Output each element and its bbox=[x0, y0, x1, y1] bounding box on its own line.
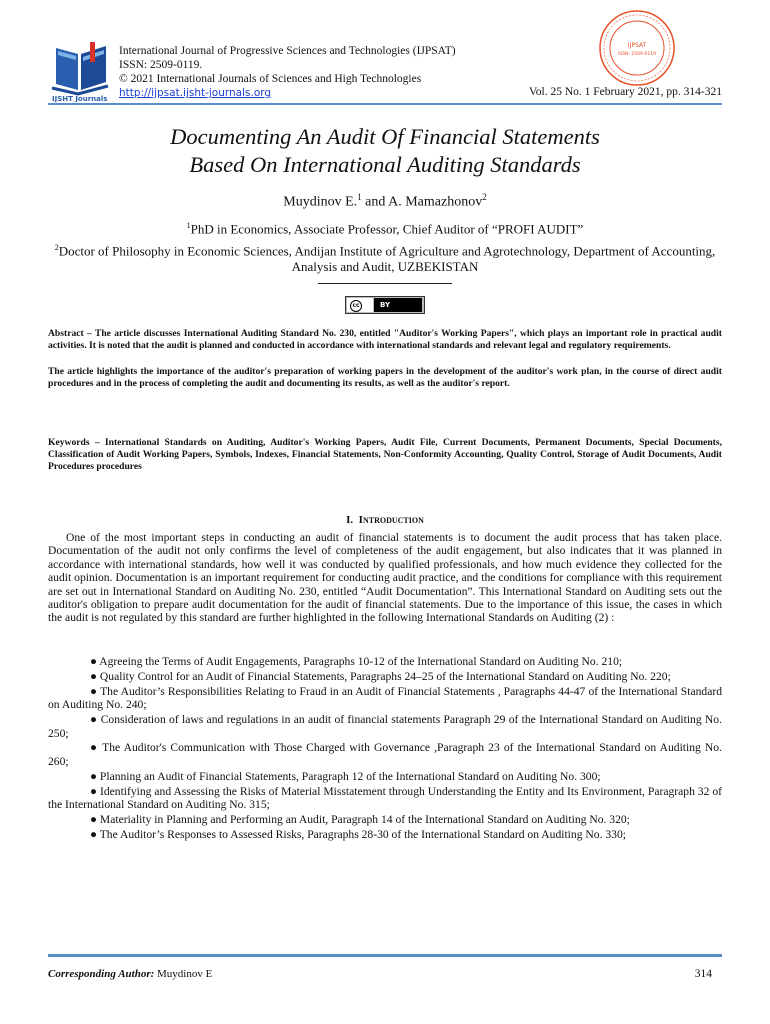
affiliation-1 bbox=[48, 218, 722, 237]
section-number: I. bbox=[346, 514, 354, 526]
journal-seal bbox=[597, 8, 677, 88]
aff-1-text: PhD in Economics, Associate Professor, Chief Auditor of “PROFI AUDIT” bbox=[190, 221, 584, 237]
corresponding-label: Corresponding Author: bbox=[48, 968, 155, 980]
section-title: Introduction bbox=[358, 514, 424, 526]
list-item: ● Materiality in Planning and Performing an Audit, Paragraph 14 of the International Standard on Auditing No. 320; bbox=[90, 812, 630, 826]
list-item: ● The Auditor’s Responsibilities Relating to Fraud in an Audit of Financial Statements , Paragraphs 44-47 of the International Standard on Auditing No. 240; bbox=[48, 684, 722, 712]
standards-list bbox=[48, 655, 722, 843]
author-2: and A. Mamazhonov bbox=[361, 194, 483, 210]
intro-paragraph: One of the most important steps in conducting an audit of financial statements is to document the audit process that has taken place. Documentation of the audit not only confirms the level of completeness of the audit engagement, but also indicates that it was planned in accordance with international standards, how well it was conducted by qualified professionals, and how much evidence they collected for the audit opinion. Documentation is an important requirement for conducting audit practice, and the conditions for compliance with this requirement are set out in International Standard on Auditing No. 230, entitled “Audit Documentation”. This International Standard on Auditing sets out the auditor's obligation to prepare audit documentation for the audit of financial statements. Due to the importance of this issue, the cases in which the audit is not regulated by this standard are further highlighted in the following International Standards on Auditing (2) : bbox=[48, 531, 722, 625]
list-item: ● Planning an Audit of Financial Statements, Paragraph 12 of the International Standard on Auditing No. 300; bbox=[90, 769, 601, 783]
paper-title bbox=[48, 123, 722, 179]
journal-name: International Journal of Progressive Sciences and Technologies (IJPSAT) bbox=[119, 45, 456, 57]
author-1-sup: 1 bbox=[357, 192, 362, 202]
volume-info: Vol. 25 No. 1 February 2021, pp. 314-321 bbox=[528, 86, 722, 98]
author-list bbox=[48, 192, 722, 211]
footer-rule bbox=[48, 954, 722, 957]
aff-2-text: Doctor of Philosophy in Economic Sciences, Andijan Institute of Agriculture and Agrotechnology, Department of Accounting, Analysis and Audit, UZBEKISTAN bbox=[58, 243, 716, 275]
aff-1-sup: 1 bbox=[186, 221, 191, 230]
corresponding-name: Muydinov E bbox=[154, 968, 213, 980]
list-item: ● Quality Control for an Audit of Financial Statements, Paragraphs 24–25 of the International Standard on Auditing No. 220; bbox=[90, 669, 671, 683]
header-rule bbox=[48, 103, 722, 105]
title-divider bbox=[318, 283, 452, 284]
section-heading bbox=[48, 514, 722, 526]
title-line-2: Based On International Auditing Standards bbox=[189, 152, 581, 177]
abstract-paragraph-2: The article highlights the importance of the auditor's preparation of working papers in the development of the auditor's work plan, in the course of direct audit procedures and in the process of completing the audit and documenting its results, as well as the auditor's report. bbox=[48, 366, 722, 390]
affiliation-2 bbox=[48, 240, 722, 275]
list-item: ● The Auditor's Communication with Those Charged with Governance ,Paragraph 23 of the International Standard on Auditing No. 260; bbox=[48, 741, 722, 768]
cc-by-label: BY bbox=[374, 298, 422, 312]
list-item: ● Agreeing the Terms of Audit Engagements, Paragraphs 10-12 of the International Standard on Auditing No. 210; bbox=[90, 655, 623, 668]
journal-copyright: © 2021 International Journals of Sciences and High Technologies bbox=[119, 73, 422, 85]
list-item: ● The Auditor’s Responses to Assessed Risks, Paragraphs 28-30 of the International Standard on Auditing No. 330; bbox=[90, 827, 626, 841]
logo-text: IJSHT Journals bbox=[52, 95, 108, 102]
seal-title: IJPSAT bbox=[627, 42, 647, 49]
aff-2-sup: 2 bbox=[54, 243, 59, 252]
list-item: ● Consideration of laws and regulations in an audit of financial statements Paragraph 29 of the International Standard on Auditing No. 250; bbox=[48, 713, 722, 740]
cc-icon: cc bbox=[350, 300, 362, 312]
keywords: Keywords – International Standards on Auditing, Auditor's Working Papers, Audit File, Current Documents, Permanent Documents, Special Documents, Classification of Audit Working Papers, Symbols, Indexes, Financial Statements, Non-Conformity Accounting, Quality Control, Storage of Audit Documents, Audit Procedures procedures bbox=[48, 437, 722, 473]
author-2-sup: 2 bbox=[482, 192, 487, 202]
corresponding-author bbox=[48, 968, 212, 980]
journal-header bbox=[119, 44, 456, 100]
abstract-paragraph-1: Abstract – The article discusses International Auditing Standard No. 230, entitled "Auditor's Working Papers", which plays an important role in practical audit activities. It is noted that the audit is planned and conducted in accordance with international standards and relevant legal and regulatory requirements. bbox=[48, 328, 722, 352]
journal-link[interactable]: http://ijpsat.ijsht-journals.org bbox=[119, 87, 272, 99]
seal-issn: ISSN: 2509-0119 bbox=[618, 52, 656, 57]
list-item: ● Identifying and Assessing the Risks of Material Misstatement through Understanding the Entity and Its Environment, Paragraph 32 of the International Standard on Auditing No. 315; bbox=[48, 784, 722, 812]
journal-issn: ISSN: 2509-0119. bbox=[119, 59, 203, 71]
author-1: Muydinov E. bbox=[283, 194, 358, 210]
title-line-1: Documenting An Audit Of Financial Statements bbox=[170, 124, 600, 149]
ijsht-logo bbox=[48, 40, 114, 102]
intro-body bbox=[48, 531, 722, 625]
cc-license-badge[interactable] bbox=[345, 296, 425, 314]
page-number: 314 bbox=[694, 968, 712, 980]
